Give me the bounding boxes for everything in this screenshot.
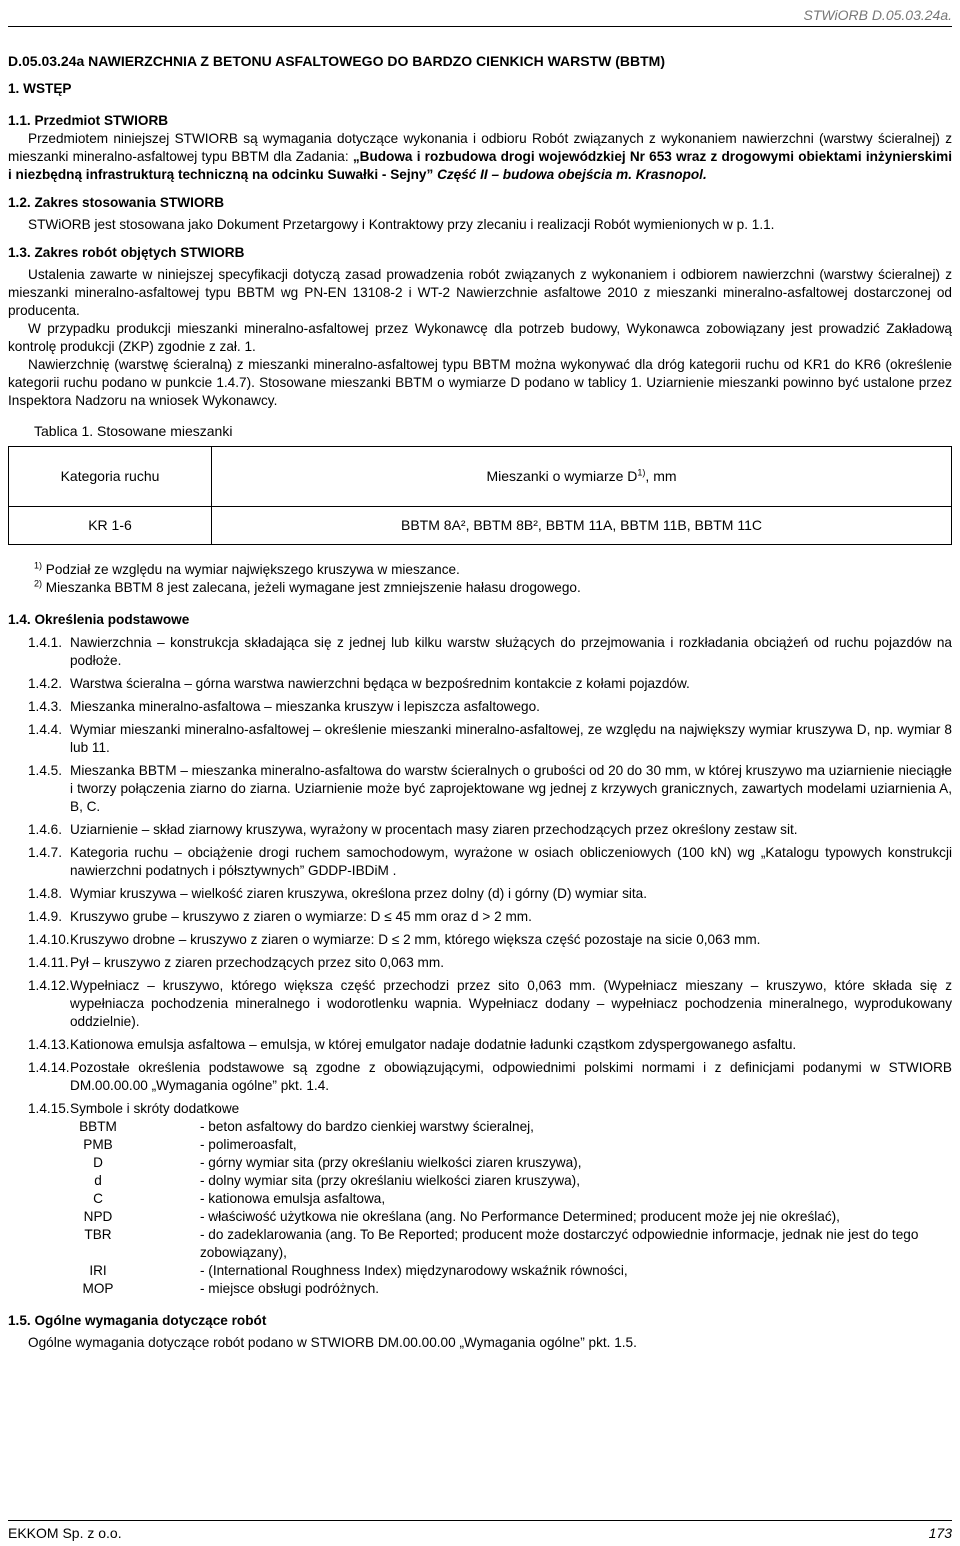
section-1-1-bold-italic: Część II – budowa obejścia m. Krasnopol. [437, 167, 707, 182]
footer-rule [8, 1520, 952, 1521]
definition-item [8, 908, 952, 926]
section-1-3-paragraph-2: W przypadku produkcji mieszanki mineralno-asfaltowej przez Wykonawcę dla potrzeb budowy, Wykonawca zobowiązany jest prowadzić Zakładową kontrolę produkcji (ZKP) zgodnie z zał. 1. [8, 321, 952, 354]
symbol-item [8, 1172, 952, 1190]
symbol-abbreviation: d [94, 1173, 102, 1188]
section-1-3-heading: 1.3. Zakres robót objętych STWIORB [8, 245, 245, 260]
definition-item [8, 634, 952, 670]
definition-text: Kategoria ruchu – obciążenie drogi ruchem samochodowym, wyrażone w osiach obliczeniowych (100 kN) wg „Katalogu typowych konstrukcji nawierzchni podatnych i półsztywnych” GDDP-IBDiM . [70, 845, 952, 878]
definition-number: 1.4.12. [28, 978, 70, 993]
section-1-2-heading: 1.2. Zakres stosowania STWIORB [8, 195, 225, 210]
definition-item [8, 1059, 952, 1095]
section-1-4-heading: 1.4. Określenia podstawowe [8, 612, 190, 627]
definition-number: 1.4.13. [28, 1037, 70, 1052]
footnote-1-text: Podział ze względu na wymiar największego kruszywa w mieszance. [45, 562, 460, 577]
symbol-abbreviation: IRI [89, 1263, 107, 1278]
page-number: 173 [928, 1525, 952, 1541]
definition-text: Pył – kruszywo z ziaren przechodzących przez sito 0,063 mm. [70, 955, 444, 970]
table-header-row [9, 447, 952, 507]
footnote-1-mark: 1) [34, 560, 43, 571]
definition-text: Wymiar kruszywa – wielkość ziaren kruszywa, określona przez dolny (d) i górny (D) wymiar sita. [70, 886, 648, 901]
document-title: D.05.03.24a NAWIERZCHNIA Z BETONU ASFALTOWEGO DO BARDZO CIENKICH WARSTW (BBTM) [8, 53, 665, 69]
section-1-5-heading: 1.5. Ogólne wymagania dotyczące robót [8, 1313, 267, 1328]
definition-text: Wymiar mieszanki mineralno-asfaltowej – określenie mieszanki mineralno-asfaltowej, ze względu na największy wymiar kruszywa D, np. wymiar 8 lub 11. [70, 722, 952, 755]
symbol-description: - miejsce obsługi podróżnych. [200, 1281, 380, 1296]
header-rule [8, 26, 952, 27]
definition-number: 1.4.4. [28, 722, 63, 737]
definition-text: Wypełniacz – kruszywo, którego większa część przechodzi przez sito 0,063 mm. (Wypełniacz mieszany – kruszywo, które składa się z wypełniacza pochodzenia mineralnego i wodorotlenku wapnia. Wypełniacz dodany – wypełniacz pochodzenia mineralnego, wyprodukowany oddzielnie). [70, 978, 952, 1029]
section-1-5-text: Ogólne wymagania dotyczące robót podano w STWIORB DM.00.00.00 „Wymagania ogólne” pkt. 1.5. [28, 1335, 637, 1350]
definition-number: 1.4.14. [28, 1060, 70, 1075]
definition-number: 1.4.2. [28, 676, 63, 691]
definition-number: 1.4.15. [28, 1101, 70, 1116]
definition-text: Kationowa emulsja asfaltowa – emulsja, w której emulgator nadaje dodatnie ładunki cząstkom zdyspergowanego asfaltu. [70, 1037, 797, 1052]
definition-text: Mieszanka mineralno-asfaltowa – mieszanka kruszyw i lepiszcza asfaltowego. [70, 699, 540, 714]
definition-item [8, 721, 952, 757]
symbol-item [8, 1280, 952, 1298]
definition-text: Kruszywo grube – kruszywo z ziaren o wymiarze: D ≤ 45 mm oraz d > 2 mm. [70, 909, 532, 924]
section-1-3-paragraph-1: Ustalenia zawarte w niniejszej specyfikacji dotyczą zasad prowadzenia robót związanych z wykonaniem i odbiorem nawierzchni (warstwy ścieralnej) z mieszanki mineralno-asfaltowej typu BBTM wg PN-EN 13108-2 i WT-2 Nawierzchnie asfaltowe 2010 z mieszanki mineralno-asfaltowej dostarczonej od producenta. [8, 267, 952, 318]
footnote-2-mark: 2) [34, 578, 43, 589]
section-1-heading: 1. WSTĘP [8, 81, 72, 96]
symbol-description: - górny wymiar sita (przy określaniu wielkości ziaren kruszywa), [200, 1155, 582, 1170]
mixtures-table [8, 446, 952, 545]
symbol-abbreviation: TBR [84, 1227, 112, 1242]
symbol-abbreviation: BBTM [79, 1119, 117, 1134]
document-body [8, 52, 952, 1352]
symbol-item [8, 1118, 952, 1136]
row-mixtures: BBTM 8A², BBTM 8B², BBTM 11A, BBTM 11B, BBTM 11C [212, 507, 952, 545]
symbol-description: - (International Roughness Index) międzynarodowy wskaźnik równości, [200, 1263, 628, 1278]
definition-number: 1.4.9. [28, 909, 63, 924]
symbol-description: - kationowa emulsja asfaltowa, [200, 1191, 386, 1206]
symbol-item [8, 1154, 952, 1172]
table-row [9, 507, 952, 545]
definition-number: 1.4.1. [28, 635, 63, 650]
symbol-abbreviation: MOP [82, 1281, 114, 1296]
definition-text: Pozostałe określenia podstawowe są zgodne z obowiązującymi, odpowiednimi polskimi normami i z definicjami podanymi w STWIORB DM.00.00.00 „Wymagania ogólne” pkt. 1.4. [70, 1060, 952, 1093]
definition-item [8, 954, 952, 972]
header-mixtures-sup: 1) [637, 467, 646, 478]
definition-item [8, 885, 952, 903]
definition-item [8, 931, 952, 949]
header-traffic-category [9, 447, 212, 507]
definition-number: 1.4.10. [28, 932, 70, 947]
running-header: STWiORB D.05.03.24a. [803, 7, 952, 23]
section-1-3-paragraph-3: Nawierzchnię (warstwę ścieralną) z mieszanki mineralno-asfaltowej typu BBTM można wykonywać dla dróg kategorii ruchu od KR1 do KR6 (określenie kategorii ruchu podano w punkcie 1.4.7). Stosowane mieszanki BBTM o wymiarze D podano w tablicy 1. Uziarnienie mieszanki powinno być ustalone przez Inspektora Nadzoru na wniosek Wykonawcy. [8, 357, 952, 408]
header-traffic-category-text: Kategoria ruchu [60, 468, 160, 484]
symbol-abbreviation: C [93, 1191, 103, 1206]
definition-item [8, 1036, 952, 1054]
definition-number: 1.4.11. [28, 955, 69, 970]
definitions-list [8, 634, 952, 1118]
symbol-description: - beton asfaltowy do bardzo cienkiej warstwy ścieralnej, [200, 1119, 534, 1134]
definition-text: Nawierzchnia – konstrukcja składająca się z jednej lub kilku warstw służących do przejmowania i rozkładania obciążeń od ruchu pojazdów na podłoże. [70, 635, 952, 668]
symbol-item [8, 1262, 952, 1280]
symbols-list [8, 1118, 952, 1298]
symbol-item [8, 1226, 952, 1262]
footer-company: EKKOM Sp. z o.o. [8, 1525, 122, 1541]
section-1-1-plain: Przedmiotem niniejszej STWIORB są wymagania dotyczące wykonania i odbioru Robót związanych z wykonaniem nawierzchni (warstwy ścieralnej) z mieszanki mineralno-asfaltowej typu BBTM dla Zadania: [8, 131, 952, 164]
section-1-2-text: STWiORB jest stosowana jako Dokument Przetargowy i Kontraktowy przy zlecaniu i realizacji Robót wymienionych w p. 1.1. [28, 217, 775, 232]
definition-text: Warstwa ścieralna – górna warstwa nawierzchni będąca w bezpośrednim kontakcie z kołami pojazdów. [70, 676, 690, 691]
definition-item [8, 977, 952, 1031]
definition-item [8, 1100, 952, 1118]
symbol-description: - właściwość użytkowa nie określana (ang. No Performance Determined; producent może jej nie określać), [200, 1209, 840, 1224]
symbol-description: - do zadeklarowania (ang. To Be Reported; producent może dostarczyć odpowiednie informacje, jednak nie jest do tego zobowiązany), [200, 1227, 919, 1260]
row-traffic-category: KR 1-6 [9, 507, 212, 545]
symbol-abbreviation: NPD [83, 1209, 113, 1224]
footnote-2-text: Mieszanka BBTM 8 jest zalecana, jeżeli wymagane jest zmniejszenie hałasu drogowego. [45, 580, 581, 595]
definition-number: 1.4.8. [28, 886, 63, 901]
definition-number: 1.4.6. [28, 822, 63, 837]
symbol-item [8, 1190, 952, 1208]
symbol-description: - dolny wymiar sita (przy określaniu wielkości ziaren kruszywa), [200, 1173, 580, 1188]
header-mixtures-unit: , mm [645, 468, 677, 484]
section-1-1-text [8, 130, 952, 184]
definition-text: Symbole i skróty dodatkowe [70, 1101, 240, 1116]
definition-text: Kruszywo drobne – kruszywo z ziaren o wymiarze: D ≤ 2 mm, którego większa część pozostaje na sicie 0,063 mm. [70, 932, 761, 947]
footnote-2 [8, 579, 952, 597]
definition-item [8, 675, 952, 693]
symbol-abbreviation: PMB [83, 1137, 113, 1152]
definition-number: 1.4.5. [28, 763, 63, 778]
table-caption: Tablica 1. Stosowane mieszanki [34, 423, 233, 439]
definition-number: 1.4.3. [28, 699, 63, 714]
definition-item [8, 698, 952, 716]
definition-item [8, 844, 952, 880]
symbol-item [8, 1136, 952, 1154]
definition-number: 1.4.7. [28, 845, 63, 860]
section-1-1-heading: 1.1. Przedmiot STWIORB [8, 113, 169, 128]
footnote-1 [8, 561, 952, 579]
header-mixtures-text: Mieszanki o wymiarze D [486, 468, 638, 484]
definition-item [8, 762, 952, 816]
symbol-abbreviation: D [93, 1155, 103, 1170]
symbol-item [8, 1208, 952, 1226]
symbol-description: - polimeroasfalt, [200, 1137, 297, 1152]
definition-text: Uziarnienie – skład ziarnowy kruszywa, wyrażony w procentach masy ziaren przechodzących przez określony zestaw sit. [70, 822, 798, 837]
header-mixtures [212, 447, 952, 507]
definition-text: Mieszanka BBTM – mieszanka mineralno-asfaltowa do warstw ścieralnych o grubości od 20 do 30 mm, w której kruszywo ma uziarnienie nieciągłe i tworzy połączenia ziarno do ziarna. Uziarnienie może być zaprojektowane wg jednej z krzywych granicznych, zawartych modelami uziarnienia A, B, C. [70, 763, 952, 814]
section-1-1-bold: „Budowa i rozbudowa drogi wojewódzkiej Nr 653 wraz z drogowymi obiektami inżynierskimi i niezbędną infrastrukturą techniczną na odcinku Suwałki - Sejny” [8, 149, 952, 182]
definition-item [8, 821, 952, 839]
